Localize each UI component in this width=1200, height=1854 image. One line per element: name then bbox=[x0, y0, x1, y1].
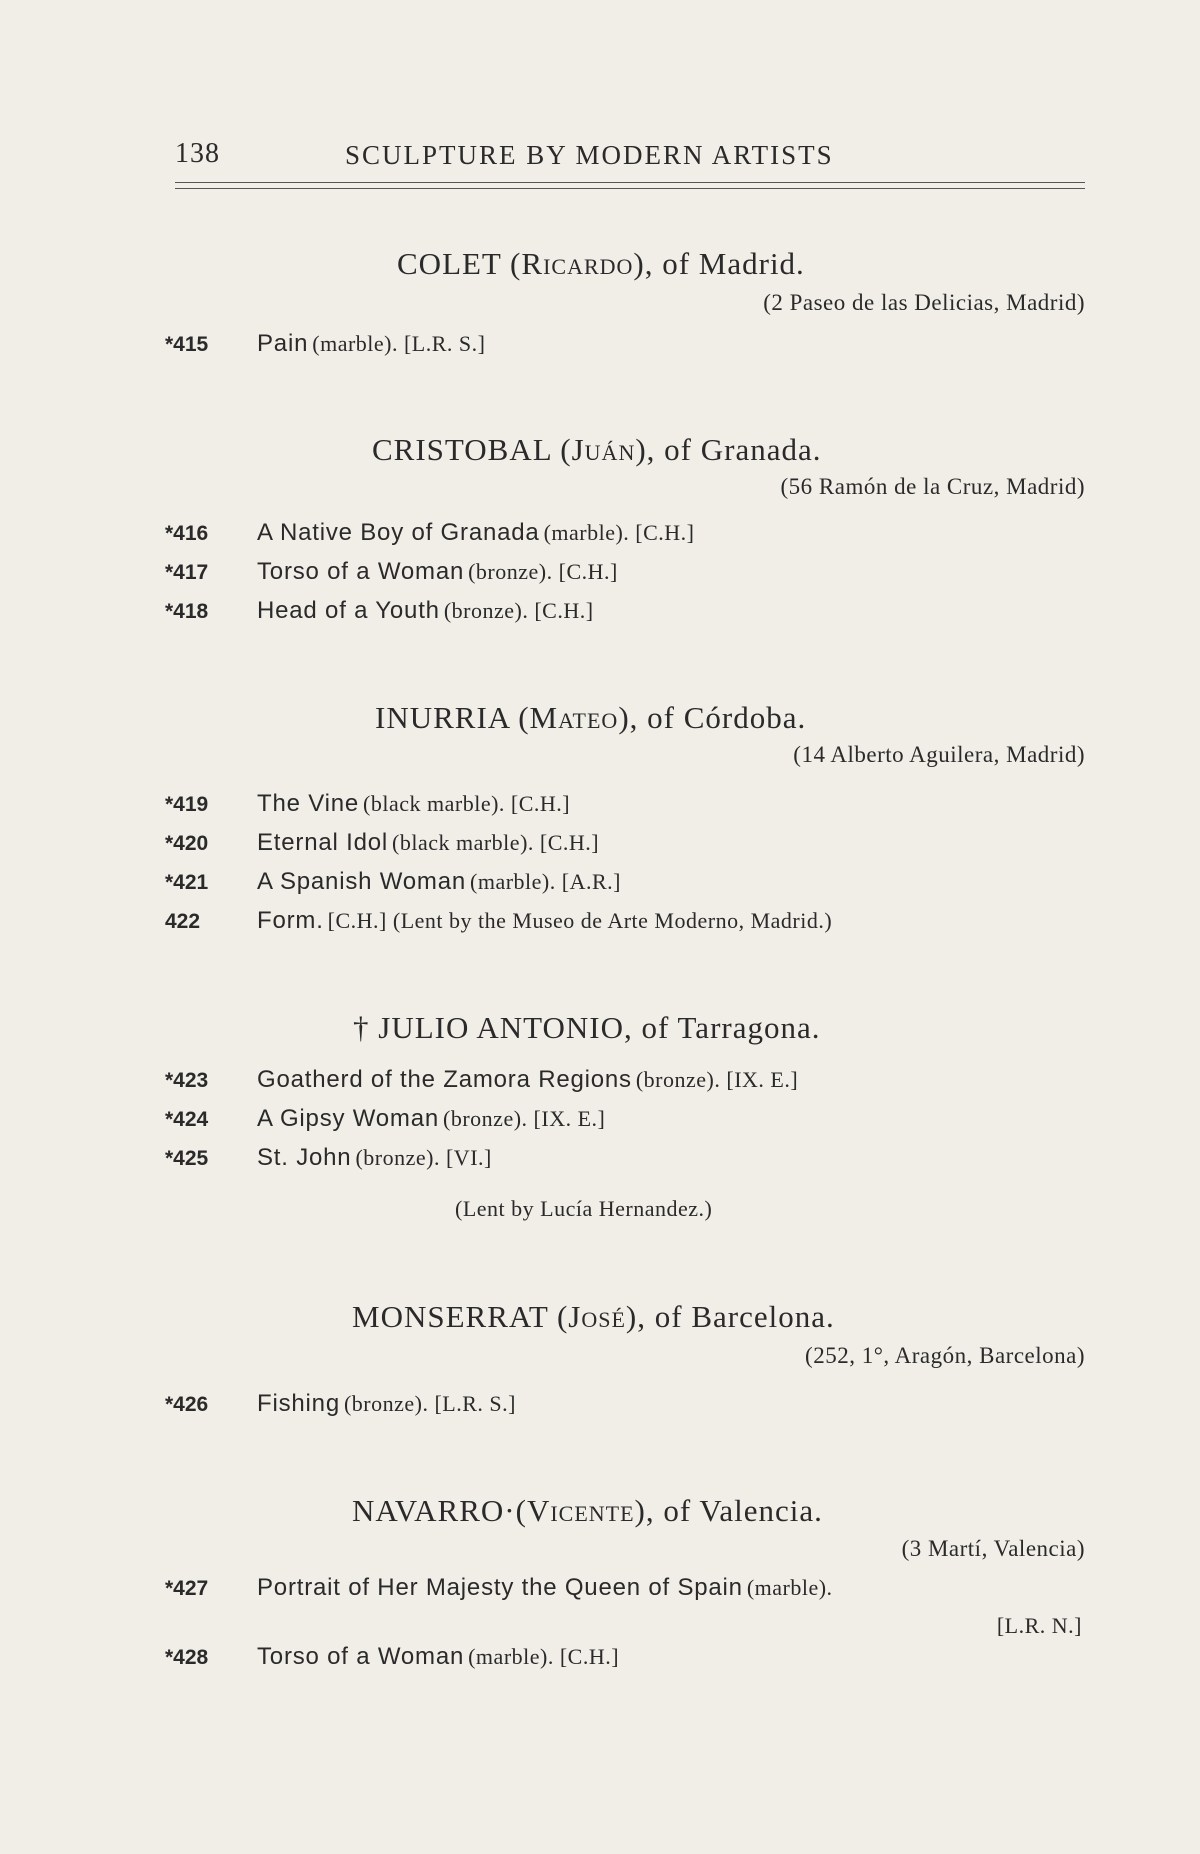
entry-title: Head of a Youth bbox=[257, 597, 440, 624]
artist-address: (56 Ramón de la Cruz, Madrid) bbox=[780, 474, 1085, 499]
entry-number: *424 bbox=[165, 1108, 209, 1131]
entry-title: Goatherd of the Zamora Regions bbox=[257, 1066, 632, 1093]
entry-title: Portrait of Her Majesty the Queen of Spain bbox=[257, 1574, 743, 1601]
artist-heading: MONSERRAT (José), of Barcelona. bbox=[352, 1299, 835, 1334]
catalogue-entry bbox=[165, 330, 485, 364]
catalogue-entry bbox=[165, 1390, 516, 1424]
entry-details: (bronze). [L.R. S.] bbox=[343, 1391, 516, 1416]
entry-number: *417 bbox=[165, 561, 209, 584]
artist-heading: NAVARRO·(Vicente), of Valencia. bbox=[352, 1493, 823, 1528]
entry-number: *415 bbox=[165, 333, 209, 356]
entry-number: *423 bbox=[165, 1069, 209, 1092]
catalogue-entry bbox=[165, 829, 599, 863]
entry-title: The Vine bbox=[257, 790, 360, 817]
entry-number: *426 bbox=[165, 1393, 209, 1416]
entry-number: *419 bbox=[165, 793, 209, 816]
entry-number: *420 bbox=[165, 832, 209, 855]
entry-details: (black marble). [C.H.] bbox=[392, 830, 600, 855]
entry-title: A Spanish Woman bbox=[257, 868, 467, 895]
entry-details: (marble). [C.H.] bbox=[468, 1644, 620, 1669]
artist-heading: CRISTOBAL (Juán), of Granada. bbox=[372, 432, 822, 467]
running-head: SCULPTURE BY MODERN ARTISTS bbox=[345, 140, 834, 170]
catalogue-entry bbox=[165, 1144, 492, 1178]
page-header bbox=[175, 138, 1085, 178]
entry-title: Eternal Idol bbox=[257, 829, 389, 856]
entry-title: St. John bbox=[257, 1144, 352, 1171]
entry-details: (marble). bbox=[746, 1575, 833, 1600]
artist-address: (252, 1°, Aragón, Barcelona) bbox=[805, 1343, 1085, 1368]
artist-heading: INURRIA (Mateo), of Córdoba. bbox=[375, 700, 807, 735]
entry-title: A Gipsy Woman bbox=[257, 1105, 440, 1132]
entry-details: (bronze). [IX. E.] bbox=[443, 1106, 606, 1131]
catalogue-entry bbox=[165, 1643, 619, 1677]
catalogue-entry bbox=[165, 790, 570, 824]
entry-number: 422 bbox=[165, 910, 201, 933]
header-rule bbox=[175, 188, 1085, 189]
artist-heading: COLET (Ricardo), of Madrid. bbox=[397, 246, 805, 281]
entry-details: (bronze). [VI.] bbox=[355, 1145, 492, 1170]
artist-heading: † JULIO ANTONIO, of Tarragona. bbox=[353, 1010, 821, 1045]
entry-title: Form. bbox=[257, 907, 324, 934]
header-rule bbox=[175, 182, 1085, 183]
artist-address: (3 Martí, Valencia) bbox=[901, 1536, 1085, 1561]
catalogue-entry bbox=[165, 519, 695, 553]
artist-address: (14 Alberto Aguilera, Madrid) bbox=[793, 742, 1085, 767]
catalogue-entry bbox=[165, 1066, 798, 1100]
catalogue-entry bbox=[165, 1105, 605, 1139]
entry-details: (black marble). [C.H.] bbox=[363, 791, 571, 816]
entry-details: (bronze). [C.H.] bbox=[468, 559, 618, 584]
entry-number: *416 bbox=[165, 522, 209, 545]
catalogue-entry bbox=[165, 907, 832, 941]
artist-address: (2 Paseo de las Delicias, Madrid) bbox=[763, 290, 1085, 315]
entry-details: (bronze). [C.H.] bbox=[443, 598, 594, 623]
entry-number: *421 bbox=[165, 871, 209, 894]
entry-details: (marble). [L.R. S.] bbox=[312, 331, 486, 356]
entry-details: (marble). [A.R.] bbox=[470, 869, 621, 894]
entry-details: (marble). [C.H.] bbox=[543, 520, 695, 545]
entry-number: *418 bbox=[165, 600, 209, 623]
catalogue-entry bbox=[165, 1574, 833, 1608]
page-number: 138 bbox=[175, 138, 220, 169]
entry-title: Pain bbox=[257, 330, 309, 357]
entry-number: *428 bbox=[165, 1646, 209, 1669]
entry-title: Torso of a Woman bbox=[257, 558, 465, 585]
entry-details: (bronze). [IX. E.] bbox=[635, 1067, 799, 1092]
entry-title: Torso of a Woman bbox=[257, 1643, 465, 1670]
entry-title: A Native Boy of Granada bbox=[257, 519, 540, 546]
entry-title: Fishing bbox=[257, 1390, 340, 1417]
entry-number: *425 bbox=[165, 1147, 209, 1170]
catalogue-entry bbox=[165, 558, 618, 592]
entry-number: *427 bbox=[165, 1577, 209, 1600]
lender-note: (Lent by Lucía Hernandez.) bbox=[455, 1196, 713, 1221]
catalogue-entry bbox=[165, 597, 594, 631]
entry-continuation: [L.R. N.] bbox=[996, 1613, 1082, 1638]
entry-details: [C.H.] (Lent by the Museo de Arte Moderno, Madrid.) bbox=[327, 908, 833, 933]
catalogue-entry bbox=[165, 868, 621, 902]
